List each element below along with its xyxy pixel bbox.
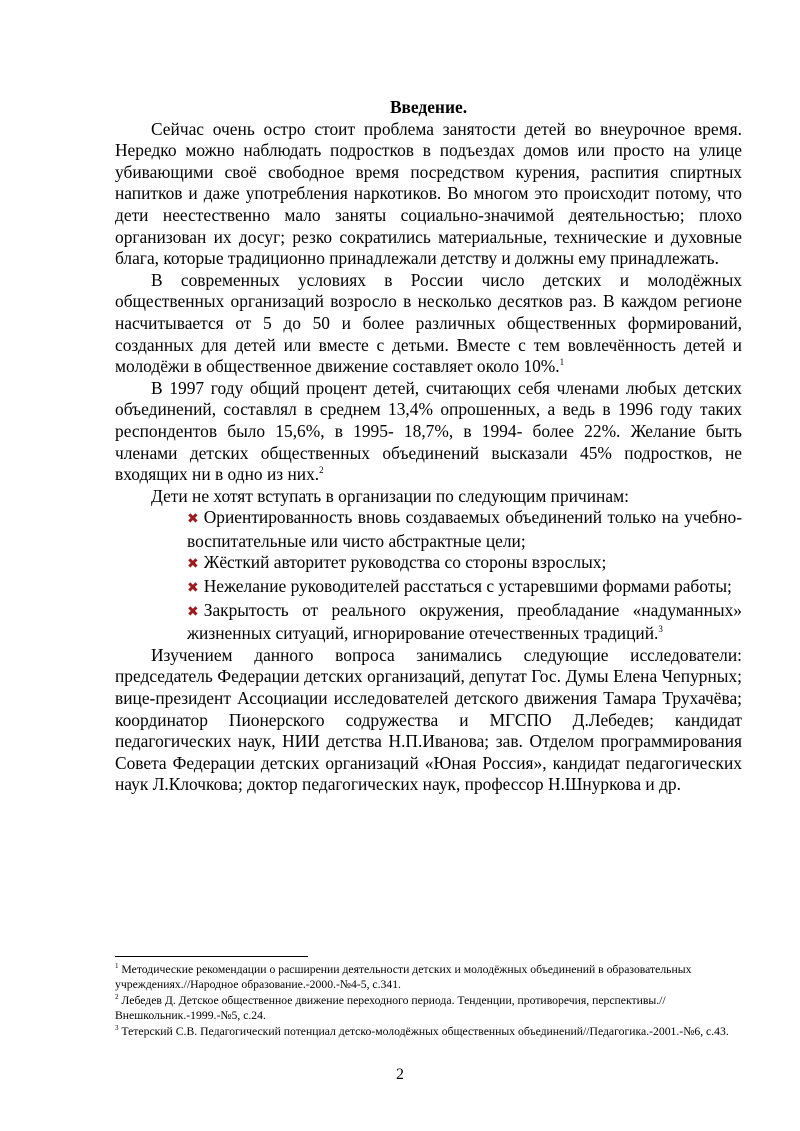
footnote-2 bbox=[115, 993, 742, 1024]
footnotes bbox=[115, 962, 742, 1039]
footnote-1 bbox=[115, 962, 742, 993]
x-mark-icon: ✖ bbox=[187, 603, 199, 620]
footnote-number: 3 bbox=[115, 1023, 119, 1032]
footnote-ref-3[interactable]: 3 bbox=[658, 624, 663, 635]
footnote-number: 2 bbox=[115, 992, 119, 1001]
paragraph-1 bbox=[115, 119, 742, 270]
footnote-separator bbox=[115, 956, 308, 957]
footnote-ref-2[interactable]: 2 bbox=[319, 465, 324, 476]
footnote-number: 1 bbox=[115, 962, 119, 971]
list-item bbox=[187, 507, 742, 552]
footnote-ref-1[interactable]: 1 bbox=[559, 357, 565, 368]
list-item bbox=[187, 600, 742, 645]
paragraph-5 bbox=[115, 645, 742, 796]
section-heading: Введение. bbox=[389, 97, 468, 117]
list-item-text: Жёсткий авторитет руководства со стороны взрослых; bbox=[203, 552, 607, 573]
paragraph-4-text: Дети не хотят вступать в организации по следующим причинам: bbox=[151, 485, 629, 506]
list-item bbox=[187, 576, 742, 600]
main-text bbox=[115, 97, 742, 796]
footnote-text: Лебедев Д. Детское общественное движение переходного периода. Тенденции, противоречия, перспективы.//Внешкольник.-1999.-№5, с.24. bbox=[115, 993, 666, 1023]
list-item bbox=[187, 552, 742, 576]
paragraph-2 bbox=[115, 270, 742, 378]
list-item-text: Ориентированность вновь создаваемых объединений только на учебно-воспитательные или чисто абстрактные цели; bbox=[187, 507, 742, 551]
paragraph-5-text: Изучением данного вопроса занимались следующие исследователи: председатель Федерации детских организаций, депутат Гос. Думы Елена Чепурных; вице-президент Ассоциации исследователей детского движения Тамара Трухачёва; координатор Пионерского содружества и МГСПО Д.Лебедев; кандидат педагогических наук, НИИ детства Н.П.Иванова; зав. Отделом программирования Совета Федерации детских организаций «Юная Россия», кандидат педагогических наук Л.Клочкова; доктор педагогических наук, профессор Н.Шнуркова и др. bbox=[115, 644, 742, 795]
footnote-text: Тетерский С.В. Педагогический потенциал детско-молодёжных общественных объединений//Педагогика.-2001.-№6, с.43. bbox=[121, 1024, 729, 1038]
list-item-text: Закрытость от реального окружения, преобладание «надуманных» жизненных ситуаций, игнорирование отечественных традиций. bbox=[187, 599, 742, 644]
paragraph-1-text: Сейчас очень остро стоит проблема занятости детей во внеурочное время. Нередко можно наблюдать подростков в подъездах домов или просто на улице убивающими своё свободное время посредством курения, распития спиртных напитков и даже употребления наркотиков. Во многом это происходит потому, что дети неестественно мало заняты социально-значимой деятельностью; плохо организован их досуг; резко сократились материальные, технические и духовные блага, которые традиционно принадлежали детству и должны ему принадлежать. bbox=[115, 118, 742, 269]
list-item-text: Нежелание руководителей расстаться с устаревшими формами работы; bbox=[203, 576, 732, 597]
x-mark-icon: ✖ bbox=[187, 511, 199, 528]
x-mark-icon: ✖ bbox=[187, 556, 199, 573]
footnote-3 bbox=[115, 1024, 742, 1039]
page-number: 2 bbox=[396, 1066, 404, 1083]
paragraph-3-text: В 1997 году общий процент детей, считающих себя членами любых детских объединений, составлял в среднем 13,4% опрошенных, а ведь в 1996 году таких респондентов было 15,6%, в 1995- 18,7%, в 1994- более 22%. Желание быть членами детских общественных объединений высказали 45% подростков, не входящих ни в одно из них. bbox=[115, 377, 742, 485]
paragraph-2-text: В современных условиях в России число детских и молодёжных общественных организаций возросло в несколько десятков раз. В каждом регионе насчитывается от 5 до 50 и более различных общественных формирований, созданных для детей или вместе с детьми. Вместе с тем вовлечённость детей и молодёжи в общественное движение составляет около 10%. bbox=[115, 269, 742, 377]
paragraph-3 bbox=[115, 378, 742, 486]
reasons-list bbox=[115, 507, 742, 645]
paragraph-4 bbox=[115, 486, 742, 508]
footnote-text: Методические рекомендации о расширении деятельности детских и молодёжных объединений в образовательных учреждениях.//Народное образование.-2000.-№4-5, с.341. bbox=[115, 963, 692, 992]
x-mark-icon: ✖ bbox=[187, 580, 199, 597]
